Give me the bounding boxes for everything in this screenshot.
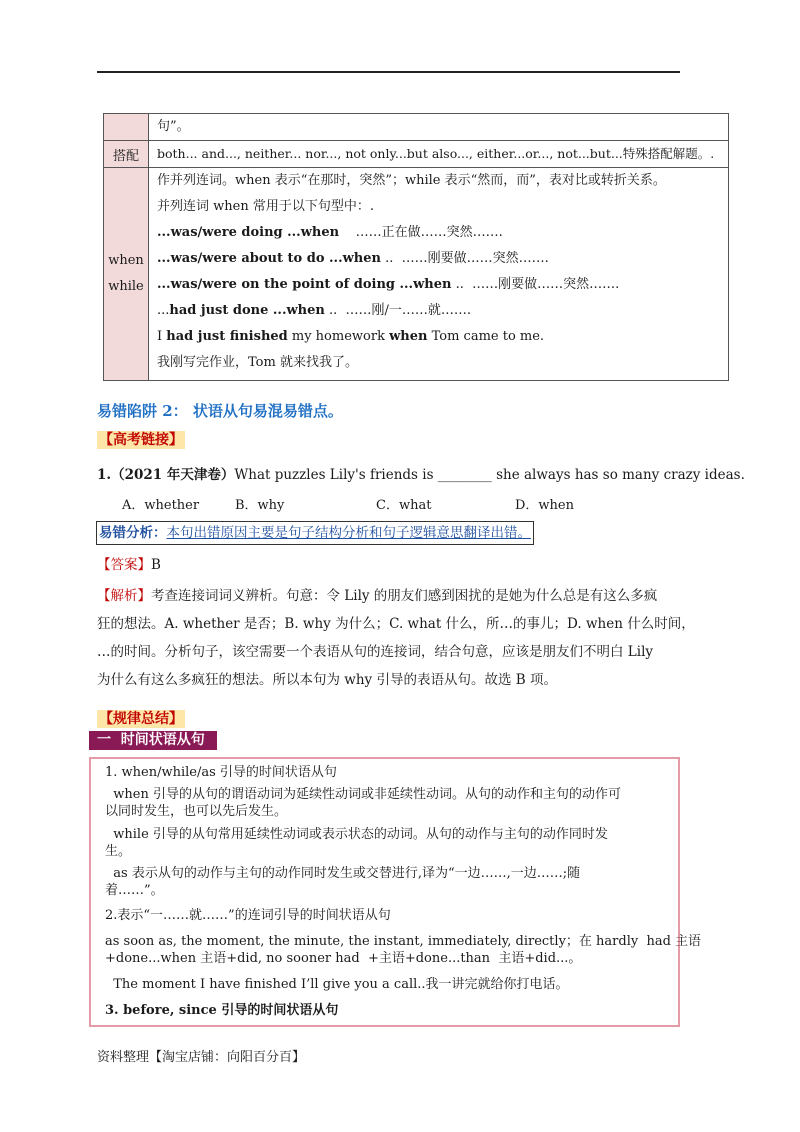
gaokao-link-tag: 【高考链接】 — [99, 432, 183, 448]
explanation-line: …的时间。分析句子，该空需要一个表语从句的连接词，结合句意，应该是朋友们不明白 Lily — [97, 644, 654, 660]
rule-line: 以同时发生，也可以先后发生。 — [105, 804, 288, 819]
rule-line: +done...when 主语+did, no sooner had +主语+done...than 主语+did...。 — [105, 951, 582, 966]
pattern-3: ...was/were on the point of doing ...when .. ……刚要做……突然……. — [157, 277, 620, 292]
conjunction-table — [103, 113, 729, 381]
analysis-label: 易错分析： — [99, 525, 167, 541]
rule-line: The moment I have finished I’ll give you a call..我一讲完就给你打电话。 — [105, 977, 569, 992]
question-number: 1.（2021 年天津卷） — [97, 467, 235, 483]
rule-line: 1. when/while/as 引导的时间状语从句 — [105, 765, 337, 780]
table-row — [104, 168, 729, 381]
answer-value: B — [151, 557, 161, 573]
rule-line: 3. before, since 引导的时间状语从句 — [105, 1003, 339, 1018]
explanation-tag: 【解析】 — [97, 588, 151, 604]
explanation-line: 考查连接词词义辨析。句意：令 Lily 的朋友们感到困扰的是她为什么总是有这么多疯 — [151, 588, 658, 604]
rule-summary-tag: 【规律总结】 — [99, 711, 183, 727]
rule-line: 2.表示“一……就……”的连词引导的时间状语从句 — [105, 908, 391, 923]
option-c: C．what — [376, 498, 432, 513]
rule-line: 着……”。 — [105, 883, 164, 898]
answer-tag: 【答案】 — [97, 557, 151, 573]
explanation-line: 狂的想法。A. whether 是否；B. why 为什么；C. what 什么，所…的事儿；D. when 什么时间， — [97, 616, 695, 632]
footer-source: 资料整理【淘宝店铺：向阳百分百】 — [97, 1050, 306, 1065]
option-a: A．whether — [122, 498, 200, 513]
rule-line: as soon as, the moment, the minute, the instant, immediately, directly；在 hardly had 主语 — [105, 934, 702, 949]
section-2-title: 易错陷阱 2： 状语从句易混易错点。 — [97, 402, 343, 420]
rule-line: 生。 — [105, 844, 132, 859]
option-b: B．why — [235, 498, 285, 513]
example-translation: 我刚写完作业，Tom 就来找我了。 — [157, 355, 358, 370]
rule-line: as 表示从句的动作与主句的动作同时发生或交替进行,译为“一边……,一边……;随 — [105, 866, 581, 881]
table-row — [104, 141, 729, 168]
pattern-2: ...was/were about to do ...when .. ……刚要做……突然……. — [157, 251, 549, 266]
row3-line: 并列连词 when 常用于以下句型中：. — [157, 199, 374, 214]
rule-line: when 引导的从句的谓语动词为延续性动词或非延续性动词。从句的动作和主句的动作可 — [105, 787, 621, 802]
row3-label-while: while — [108, 279, 144, 294]
table-row — [104, 114, 729, 141]
error-analysis-box — [96, 521, 534, 545]
row2-text: both... and..., neither... nor..., not only...but also..., either...or..., not...but...特殊搭配解题。. — [157, 146, 715, 161]
explanation-line: 为什么有这么多疯狂的想法。所以本句为 why 引导的表语从句。故选 B 项。 — [97, 672, 557, 688]
row3-label-when: when — [108, 253, 144, 268]
answer-line — [97, 553, 161, 573]
header-rule — [97, 71, 680, 73]
option-d: D．when — [515, 498, 574, 513]
pattern-4: ...had just done ...when .. ……刚/一……就……. — [157, 303, 472, 318]
analysis-text: 本句出错原因主要是句子结构分析和句子逻辑意思翻译出错。 — [166, 525, 531, 541]
question-text: What puzzles Lily's friends is ________ she always has so many crazy ideas. — [234, 467, 745, 483]
row1-text: 句”。 — [157, 119, 190, 134]
explanation — [97, 582, 695, 694]
pattern-1: ...was/were doing ...when ……正在做……突然……. — [157, 225, 503, 240]
example-sentence: I had just finished my homework when Tom came to me. — [157, 329, 545, 344]
row3-line: 作并列连词。when 表示“在那时，突然”；while 表示“然而，而”，表对比或转折关系。 — [157, 173, 666, 188]
row2-label: 搭配 — [104, 141, 149, 168]
section-bar-time-clause: 一 时间状语从句 — [89, 731, 217, 750]
question-1 — [97, 463, 745, 483]
rule-line: while 引导的从句常用延续性动词或表示状态的动词。从句的动作与主句的动作同时发 — [105, 827, 608, 842]
